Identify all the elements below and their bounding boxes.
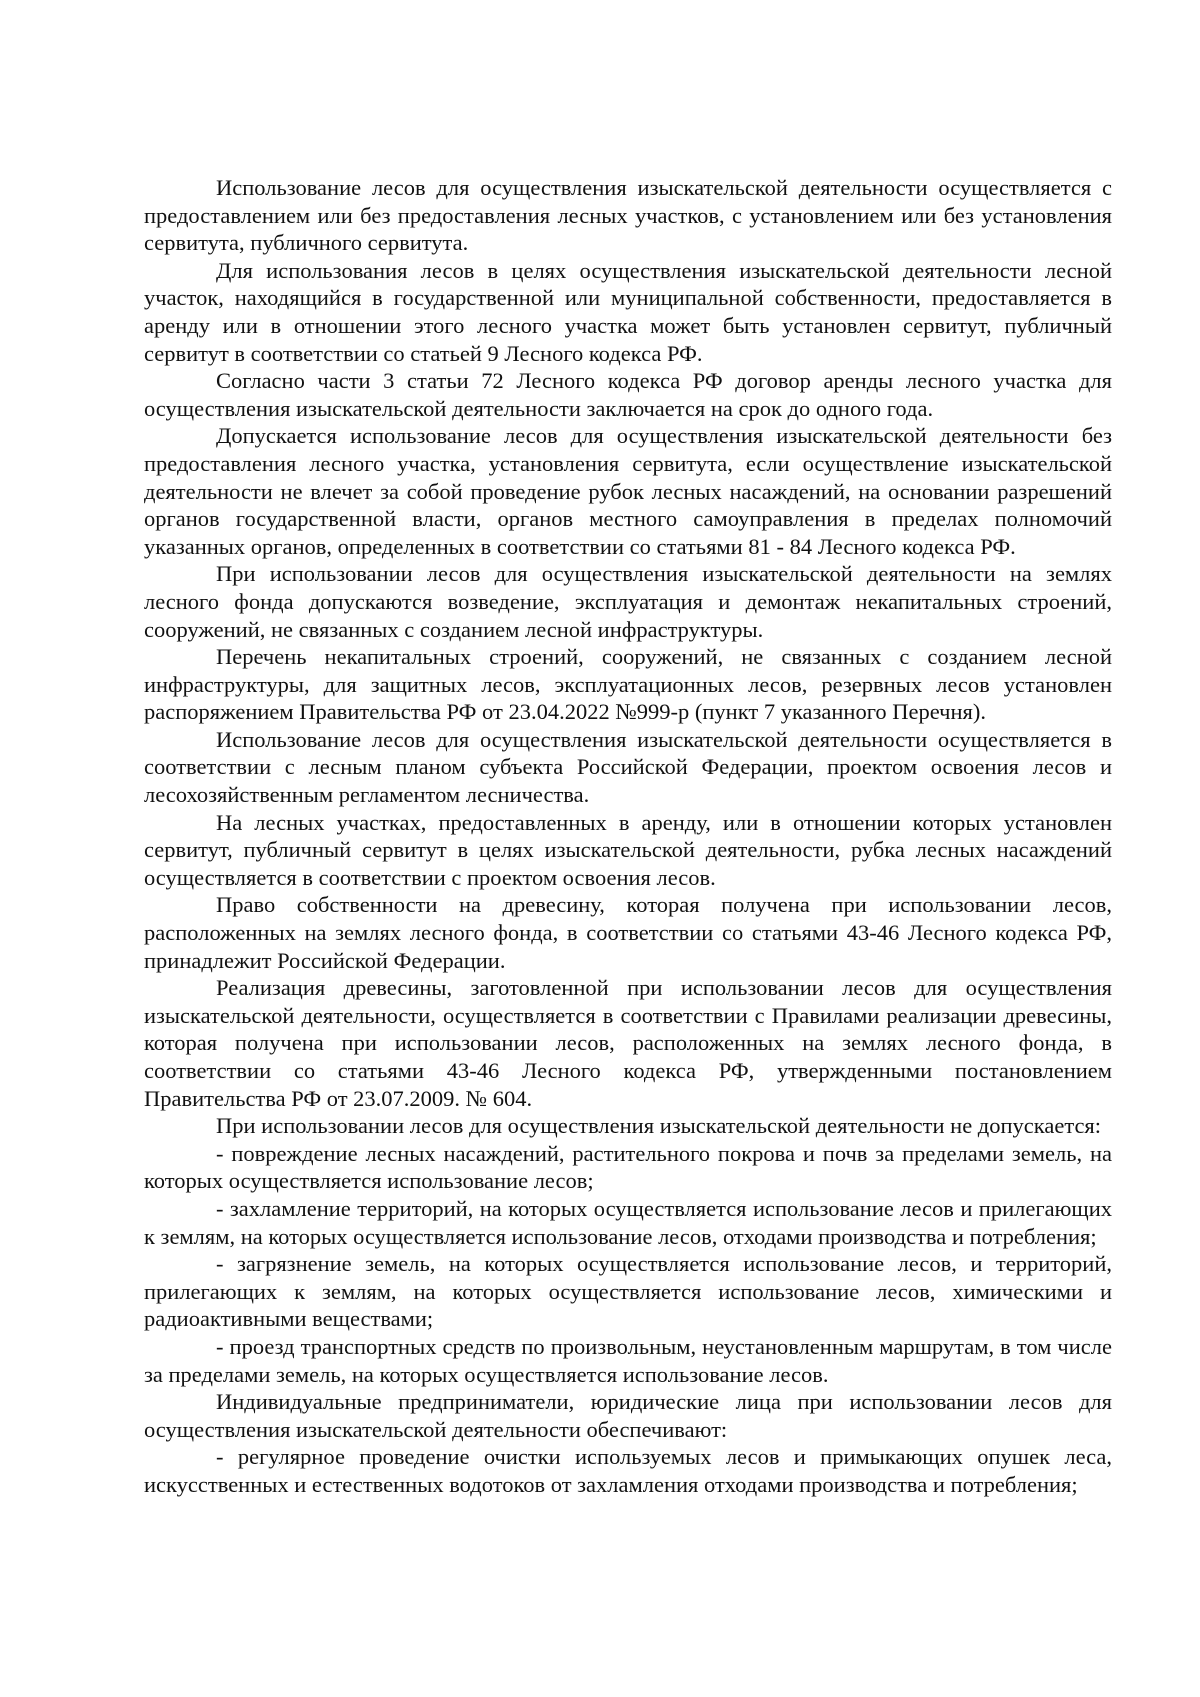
list-item: - повреждение лесных насаждений, растительного покрова и почв за пределами земель, на которых осуществляется использование лесов; <box>144 1140 1112 1194</box>
paragraph: Использование лесов для осуществления изыскательской деятельности осуществляется с предоставлением или без предоставления лесных участков, с установлением или без установления сервитута, публичного сервитута. <box>144 175 1112 256</box>
paragraph: Реализация древесины, заготовленной при использовании лесов для осуществления изыскательской деятельности, осуществляется в соответствии с Правилами реализации древесины, которая получена при использовании лесов, расположенных на землях лесного фонда, в соответствии со статьями 43-46 Лесного кодекса РФ, утвержденными постановлением Правительства РФ от 23.07.2009. № 604. <box>144 975 1112 1111</box>
paragraph: При использовании лесов для осуществления изыскательской деятельности на землях лесного фонда допускаются возведение, эксплуатация и демонтаж некапитальных строений, сооружений, не связанных с созданием лесной инфраструктуры. <box>144 561 1112 642</box>
document-body <box>144 174 1112 1499</box>
list-item: - захламление территорий, на которых осуществляется использование лесов и прилегающих к землям, на которых осуществляется использование лесов, отходами производства и потребления; <box>144 1195 1112 1249</box>
list-item: - загрязнение земель, на которых осуществляется использование лесов, и территорий, прилегающих к землям, на которых осуществляется использование лесов, химическими и радиоактивными веществами; <box>144 1251 1112 1332</box>
paragraph: Использование лесов для осуществления изыскательской деятельности осуществляется в соответствии с лесным планом субъекта Российской Федерации, проектом освоения лесов и лесохозяйственным регламентом лесничества. <box>144 726 1112 808</box>
paragraph: На лесных участках, предоставленных в аренду, или в отношении которых установлен сервитут, публичный сервитут в целях изыскательской деятельности, рубка лесных насаждений осуществляется в соответствии с проектом освоения лесов. <box>144 809 1112 890</box>
paragraph: Перечень некапитальных строений, сооружений, не связанных с созданием лесной инфраструктуры, для защитных лесов, эксплуатационных лесов, резервных лесов установлен распоряжением Правительства РФ от 23.04.2022 №999-р (пункт 7 указанного Перечня). <box>144 644 1112 725</box>
paragraph: Допускается использование лесов для осуществления изыскательской деятельности без предоставления лесного участка, установления сервитута, если осуществление изыскательской деятельности не влечет за собой проведение рубок лесных насаждений, на основании разрешений органов государственной власти, органов местного самоуправления в пределах полномочий указанных органов, определенных в соответствии со статьями 81 - 84 Лесного кодекса РФ. <box>144 423 1112 559</box>
paragraph: Согласно части 3 статьи 72 Лесного кодекса РФ договор аренды лесного участка для осуществления изыскательской деятельности заключается на срок до одного года. <box>144 368 1112 421</box>
paragraph: Для использования лесов в целях осуществления изыскательской деятельности лесной участок, находящийся в государственной или муниципальной собственности, предоставляется в аренду или в отношении этого лесного участка может быть установлен сервитут, публичный сервитут в соответствии со статьей 9 Лесного кодекса РФ. <box>144 257 1112 366</box>
paragraph: Право собственности на древесину, которая получена при использовании лесов, расположенных на землях лесного фонда, в соответствии со статьями 43-46 Лесного кодекса РФ, принадлежит Российской Федерации. <box>144 892 1112 973</box>
paragraph: При использовании лесов для осуществления изыскательской деятельности не допускается: <box>216 1113 1102 1139</box>
list-item: - проезд транспортных средств по произвольным, неустановленным маршрутам, в том числе за пределами земель, на которых осуществляется использование лесов. <box>144 1333 1112 1387</box>
list-item: - регулярное проведение очистки используемых лесов и примыкающих опушек леса, искусственных и естественных водотоков от захламления отходами производства и потребления; <box>144 1444 1112 1497</box>
paragraph: Индивидуальные предприниматели, юридические лица при использовании лесов для осуществления изыскательской деятельности обеспечивают: <box>144 1389 1112 1442</box>
